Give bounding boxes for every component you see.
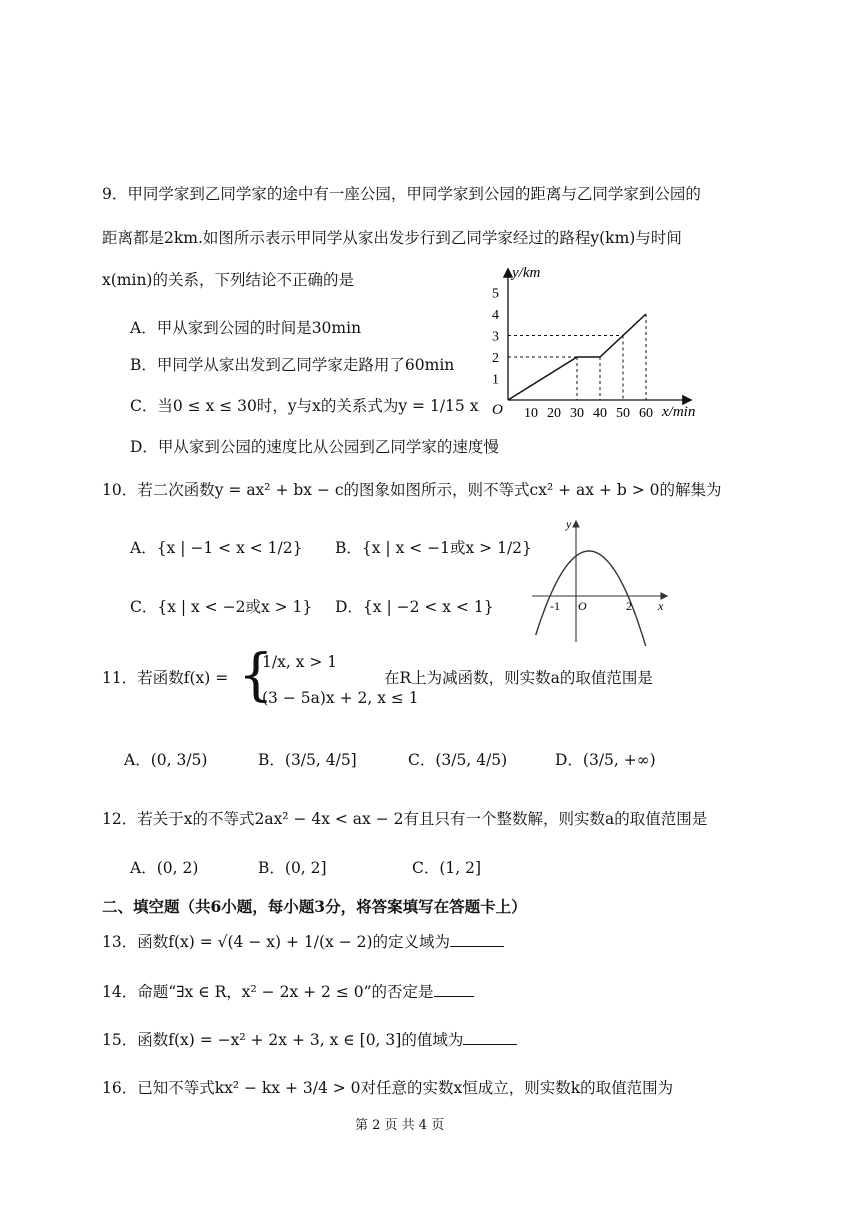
q11-option-d: D．(3/5, +∞)	[555, 751, 656, 769]
q14-stem	[102, 982, 474, 1002]
q9-option-a: A．甲从家到公园的时间是30min	[130, 319, 362, 337]
q15-answer-blank	[463, 1030, 517, 1045]
q9-graph-x-tick: 40	[593, 406, 607, 421]
q10-graph-root-left: -1	[550, 599, 560, 613]
q9-graph-y-label: y/km	[512, 265, 541, 281]
q9-graph-y-tick: 3	[492, 329, 499, 345]
q10-stem: 10．若二次函数y = ax² + bx − c的图象如图所示，则不等式cx² + ax + b > 0的解集为	[102, 481, 722, 499]
q14-text: 14．命题“∃x ∈ R，x² − 2x + 2 ≤ 0”的否定是	[102, 983, 434, 1001]
q9-line-1: 9．甲同学家到乙同学家的途中有一座公园，甲同学家到公园的距离与乙同学家到公园的	[102, 185, 701, 203]
page-footer: 第 2 页 共 4 页	[355, 1118, 445, 1133]
q9-graph-x-label: x/min	[662, 404, 696, 420]
q9-option-b: B．甲同学从家出发到乙同学家走路用了60min	[130, 356, 455, 374]
q10-option-d: D．{x | −2 < x < 1}	[335, 598, 494, 616]
q13-answer-blank	[450, 932, 504, 947]
q12-option-a: A．(0, 2)	[130, 859, 199, 877]
q12-stem: 12．若关于x的不等式2ax² − 4x < ax − 2有且只有一个整数解，则实数a的取值范围是	[102, 810, 708, 828]
q15-stem	[102, 1030, 517, 1050]
q10-graph-origin: O	[578, 599, 587, 613]
q12-option-c: C．(1, 2]	[412, 859, 482, 877]
q11-option-c: C．(3/5, 4/5)	[408, 751, 508, 769]
q10-graph-y-label: y	[566, 517, 572, 531]
q11-piece-2: (3 − 5a)x + 2, x ≤ 1	[262, 689, 419, 707]
q9-graph-y-tick: 5	[492, 286, 499, 302]
q11-stem-prefix: 11．若函数f(x) =	[102, 669, 229, 687]
q9-graph-x-tick: 50	[616, 406, 630, 421]
q9-graph-x-tick: 30	[570, 406, 584, 421]
q14-answer-blank	[434, 982, 474, 997]
q10-option-a: A．{x | −1 < x < 1/2}	[130, 539, 303, 557]
q9-option-c: C．当0 ≤ x ≤ 30时，y与x的关系式为y = 1/15 x	[130, 397, 479, 415]
q15-text: 15．函数f(x) = −x² + 2x + 3, x ∈ [0, 3]的值域为	[102, 1031, 464, 1049]
q9-graph-origin: O	[492, 402, 503, 418]
q9-option-d: D．甲从家到公园的速度比从公园到乙同学家的速度慢	[130, 438, 499, 456]
q11-option-a: A．(0, 3/5)	[124, 751, 208, 769]
q11-piece-1: 1/x, x > 1	[262, 653, 338, 671]
q10-option-c: C．{x | x < −2或x > 1}	[130, 598, 313, 616]
q10-graph-root-right: 2	[626, 599, 632, 613]
q9-graph-y-tick: 2	[492, 351, 499, 366]
q12-option-b: B．(0, 2]	[258, 859, 327, 877]
q16-stem: 16．已知不等式kx² − kx + 3/4 > 0对任意的实数x恒成立，则实数k的取值范围为	[102, 1079, 674, 1097]
q9-line-3: x(min)的关系，下列结论不正确的是	[102, 271, 354, 289]
q11-stem-suffix: 在R上为减函数，则实数a的取值范围是	[384, 669, 653, 687]
q9-graph-x-tick: 20	[547, 406, 561, 421]
q11-option-b: B．(3/5, 4/5]	[258, 751, 357, 769]
q10-graph-x-label: x	[658, 599, 664, 613]
q9-graph-y-tick: 4	[492, 308, 499, 323]
q13-stem	[102, 932, 504, 952]
q9-graph-x-tick: 60	[639, 406, 653, 421]
section-2-heading: 二、填空题（共6小题，每小题3分，将答案填写在答题卡上）	[102, 897, 527, 916]
q9-distance-time-graph	[478, 262, 708, 424]
q10-option-b: B．{x | x < −1或x > 1/2}	[335, 539, 532, 557]
q9-line-2: 距离都是2km.如图所示表示甲同学从家出发步行到乙同学家经过的路程y(km)与时间	[102, 229, 682, 247]
q11-piecewise-brace: {	[238, 643, 274, 708]
q9-graph-x-tick: 10	[524, 406, 538, 421]
q9-graph-y-tick: 1	[492, 372, 499, 388]
q13-text: 13．函数f(x) = √(4 − x) + 1/(x − 2)的定义域为	[102, 933, 451, 951]
q10-parabola-graph	[528, 514, 673, 646]
